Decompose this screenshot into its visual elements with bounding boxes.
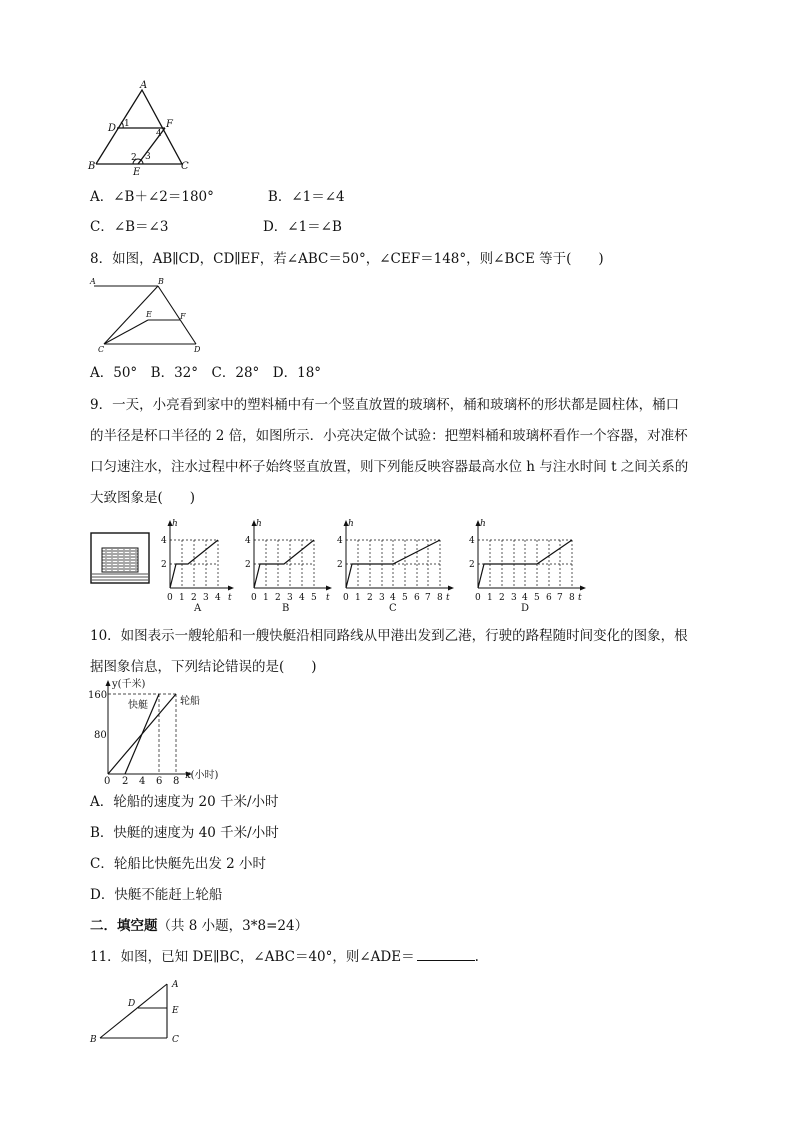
q7-label-E: E bbox=[133, 167, 141, 178]
q9-graphC-xtick-2: 2 bbox=[367, 593, 373, 603]
q7-label-C: C bbox=[181, 161, 189, 172]
q9-graphA-xtick-0: 0 bbox=[167, 593, 173, 603]
q7-label-D: D bbox=[108, 123, 117, 134]
q9-line3: 口匀速注水，注水过程中杯子始终竖直放置，则下列能反映容器最高水位 h 与注水时间 t 之间关系的 bbox=[90, 459, 689, 475]
q10-ytick-160: 160 bbox=[88, 690, 108, 701]
q9-graphD-xtick-5: 5 bbox=[534, 593, 540, 603]
q9-graphA-xtick-4: 4 bbox=[215, 593, 221, 603]
q8-label-D: D bbox=[194, 345, 201, 354]
q11-answer-blank[interactable] bbox=[417, 948, 475, 961]
q9-graphA-ytick-2: 2 bbox=[161, 560, 167, 570]
q9-graphC-xtick-1: 1 bbox=[355, 593, 361, 603]
q10-option-C: C．轮船比快艇先出发 2 小时 bbox=[90, 856, 267, 872]
q9-graphD-label: D bbox=[521, 603, 530, 614]
q9-graphB-xtick-1: 1 bbox=[263, 593, 269, 603]
q9-graphD-xtick-4: 4 bbox=[522, 593, 528, 603]
q8-label-F: F bbox=[180, 312, 186, 321]
q9-graphD-xtick-3: 3 bbox=[511, 593, 517, 603]
q11-label-B: B bbox=[90, 1035, 97, 1045]
q9-graphD-axis-h: h bbox=[480, 519, 486, 529]
q9-graphD-xtick-8: 8 bbox=[569, 593, 575, 603]
q9-graphD-axis-t: t bbox=[578, 593, 582, 603]
q9-graphD-xtick-2: 2 bbox=[499, 593, 505, 603]
q11-text: 11．如图，已知 DE∥BC，∠ABC＝40°，则∠ADE＝ bbox=[90, 949, 415, 965]
q9-graphC-ytick-4: 4 bbox=[337, 536, 343, 546]
q10-label-speedboat: 快艇 bbox=[128, 700, 148, 711]
q9-graphA-label: A bbox=[194, 603, 202, 614]
q7-angle-3: 3 bbox=[145, 152, 151, 162]
q9-graphA-xtick-1: 1 bbox=[179, 593, 185, 603]
q9-graphC-xtick-0: 0 bbox=[343, 593, 349, 603]
q7-angle-2: 2 bbox=[131, 153, 137, 163]
q9-graphC-xtick-8: 8 bbox=[437, 593, 443, 603]
q9-graphC-ytick-2: 2 bbox=[337, 560, 343, 570]
q10-xtick-8: 8 bbox=[173, 776, 180, 784]
q9-graph-B bbox=[242, 518, 334, 614]
q7-angle-1: 1 bbox=[124, 119, 130, 129]
q9-line1: 9．一天，小亮看到家中的塑料桶中有一个竖直放置的玻璃杯，桶和玻璃杯的形状都是圆柱体，桶口 bbox=[90, 397, 680, 413]
q9-graphB-label: B bbox=[282, 603, 290, 614]
q10-xtick-4: 4 bbox=[139, 776, 146, 784]
q10-xtick-0: 0 bbox=[104, 776, 111, 784]
q9-graph-C bbox=[334, 518, 458, 614]
q7-label-B: B bbox=[88, 161, 96, 172]
q9-graphC-axis-h: h bbox=[348, 519, 354, 529]
q9-graphA-axis-h: h bbox=[172, 519, 178, 529]
q9-graphB-ytick-4: 4 bbox=[245, 536, 251, 546]
q9-graphD-xtick-7: 7 bbox=[557, 593, 563, 603]
q10-line2: 据图象信息，下列结论错误的是( ) bbox=[90, 659, 317, 675]
q9-graph-D bbox=[466, 518, 590, 614]
q9-graph-A bbox=[158, 518, 236, 614]
q9-graphC-xtick-6: 6 bbox=[414, 593, 420, 603]
q9-graphA-xtick-2: 2 bbox=[191, 593, 197, 603]
q9-graphB-xtick-3: 3 bbox=[287, 593, 293, 603]
q9-graphB-xtick-0: 0 bbox=[251, 593, 257, 603]
q9-graphC-xtick-7: 7 bbox=[425, 593, 431, 603]
q9-graphD-ytick-4: 4 bbox=[469, 536, 475, 546]
q10-line1: 10．如图表示一艘轮船和一艘快艇沿相同路线从甲港出发到乙港，行驶的路程随时间变化的图象，根 bbox=[90, 628, 688, 644]
q11-label-A: A bbox=[172, 980, 179, 990]
q11-end: . bbox=[474, 949, 479, 965]
q10-x-axis-label: x(小时) bbox=[185, 770, 219, 781]
q9-graphB-axis-t: t bbox=[326, 593, 330, 603]
q9-graphD-xtick-0: 0 bbox=[475, 593, 481, 603]
q11-label-D: D bbox=[128, 999, 136, 1009]
q8-parallel-lines-figure bbox=[88, 274, 208, 356]
q9-graphC-xtick-3: 3 bbox=[379, 593, 385, 603]
q9-graphD-xtick-6: 6 bbox=[546, 593, 552, 603]
q9-graphB-xtick-2: 2 bbox=[275, 593, 281, 603]
q7-label-A: A bbox=[140, 80, 148, 91]
q10-y-axis-label: y(千米) bbox=[112, 679, 146, 690]
q11-question bbox=[90, 948, 479, 966]
q10-xtick-6: 6 bbox=[156, 776, 163, 784]
q9-graphA-axis-t: t bbox=[228, 593, 232, 603]
q9-graphA-xtick-3: 3 bbox=[203, 593, 209, 603]
q10-ytick-80: 80 bbox=[94, 730, 107, 741]
q9-graphB-ytick-2: 2 bbox=[245, 560, 251, 570]
q7-triangle-figure bbox=[86, 78, 196, 178]
q9-graphB-xtick-5: 5 bbox=[311, 593, 317, 603]
q9-line4: 大致图象是( ) bbox=[90, 490, 196, 506]
section-2-note: （共 8 小题，3*8=24） bbox=[157, 918, 309, 934]
q8-label-B: B bbox=[158, 277, 164, 286]
q10-distance-time-graph bbox=[88, 676, 248, 784]
q8-label-C: C bbox=[98, 345, 105, 354]
q11-label-C: C bbox=[172, 1035, 179, 1045]
q9-graphC-xtick-4: 4 bbox=[390, 593, 396, 603]
q10-option-B: B．快艇的速度为 40 千米/小时 bbox=[90, 825, 279, 841]
q7-label-F: F bbox=[166, 119, 173, 130]
q8-label-E: E bbox=[146, 310, 152, 319]
q9-graphD-xtick-1: 1 bbox=[487, 593, 493, 603]
q10-label-steamship: 轮船 bbox=[180, 696, 200, 707]
section-2-heading bbox=[90, 917, 308, 935]
q9-line2: 的半径是杯口半径的 2 倍，如图所示．小亮决定做个试验：把塑料桶和玻璃杯看作一个容器，对准杯 bbox=[90, 428, 688, 444]
q9-graphB-axis-h: h bbox=[256, 519, 262, 529]
q9-graphC-xtick-5: 5 bbox=[402, 593, 408, 603]
q9-graphC-axis-t: t bbox=[446, 593, 450, 603]
q8-label-A: A bbox=[90, 277, 96, 286]
q10-xtick-2: 2 bbox=[122, 776, 129, 784]
q11-label-E: E bbox=[172, 1006, 179, 1016]
q11-triangle-figure bbox=[88, 974, 188, 1048]
q7-options-row1: A．∠B＋∠2＝180° B．∠1＝∠4 bbox=[90, 189, 345, 205]
q7-options-row2: C．∠B＝∠3 D．∠1＝∠B bbox=[90, 219, 342, 235]
q8-question: 8．如图，AB∥CD，CD∥EF，若∠ABC＝50°，∠CEF＝148°，则∠BCE 等于( ) bbox=[90, 251, 604, 267]
q7-angle-4: 4 bbox=[156, 129, 162, 139]
q9-graphB-xtick-4: 4 bbox=[299, 593, 305, 603]
q10-option-D: D．快艇不能赶上轮船 bbox=[90, 887, 223, 903]
q9-graphD-ytick-2: 2 bbox=[469, 560, 475, 570]
q8-options: A．50° B．32° C．28° D．18° bbox=[90, 365, 322, 381]
q10-option-A: A．轮船的速度为 20 千米/小时 bbox=[90, 794, 279, 810]
q9-container-illustration bbox=[90, 532, 152, 584]
section-2-title: 二．填空题 bbox=[90, 918, 158, 934]
q9-graphA-ytick-4: 4 bbox=[161, 536, 167, 546]
q9-graphC-label: C bbox=[389, 603, 397, 614]
